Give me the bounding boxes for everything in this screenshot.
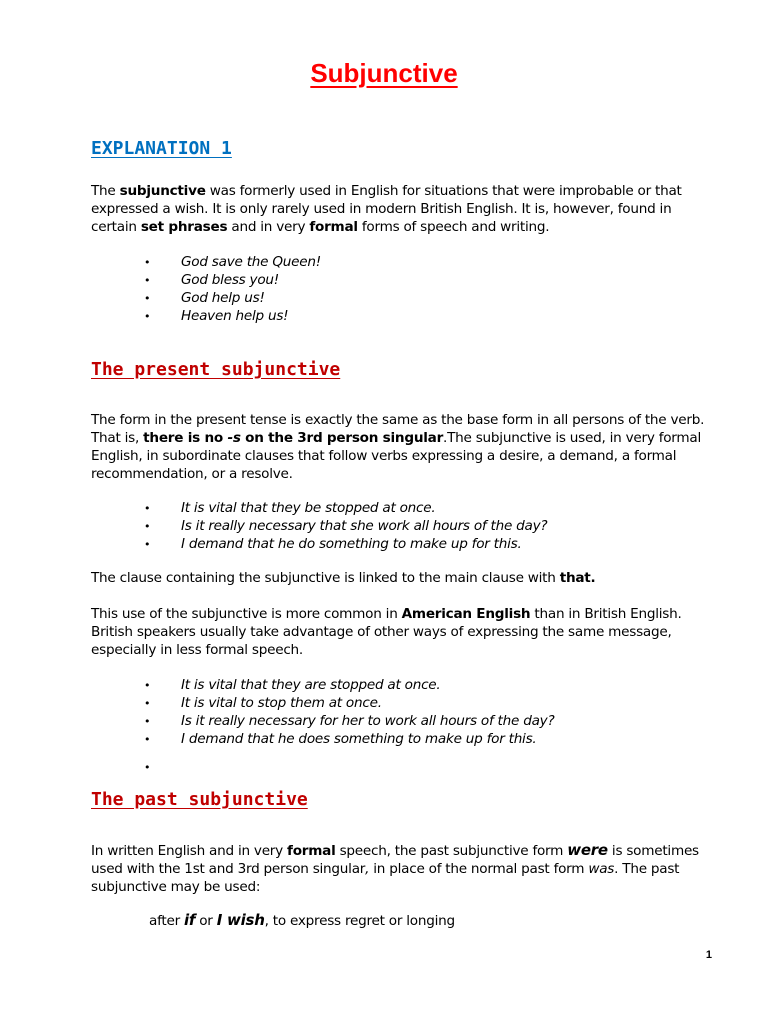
list-item: • God save the Queen! xyxy=(144,253,321,271)
list-item: • Heaven help us! xyxy=(144,307,321,325)
past-paragraph: In written English and in very formal speech, the past subjunctive form were is sometimes used with the 1st and 3rd person singular, in place of the normal past form was. The past subjunctive may be used: xyxy=(91,841,699,895)
list-item: • It is vital that they be stopped at once. xyxy=(144,499,547,517)
list-item: • It is vital that they are stopped at once. xyxy=(144,676,554,694)
present-paragraph-2: The clause containing the subjunctive is linked to the main clause with that. xyxy=(91,570,596,586)
page-number: 1 xyxy=(705,949,712,961)
page-title: Subjunctive xyxy=(310,58,458,88)
present-paragraph-1: The form in the present tense is exactly the same as the base form in all persons of the verb. That is, there is no -s on the 3rd person singular.The subjunctive is used, in very formal English, in subordinate clauses that follow verbs expressing a desire, a demand, a formal recommendation, or a resolve. xyxy=(91,412,705,482)
set-phrases-list xyxy=(144,253,321,325)
present-paragraph-3: This use of the subjunctive is more common in American English than in British English. British speakers usually take advantage of other ways of expressing the same message, especially in less formal speech. xyxy=(91,606,682,658)
list-item: • Is it really necessary that she work all hours of the day? xyxy=(144,517,547,535)
explanation-heading: EXPLANATION 1 xyxy=(91,138,232,159)
list-item: • God help us! xyxy=(144,289,321,307)
past-usage-line: after if or I wish, to express regret or longing xyxy=(149,911,455,929)
list-item: • Is it really necessary for her to work all hours of the day? xyxy=(144,712,554,730)
alternatives-list xyxy=(144,676,554,776)
list-item: • I demand that he do something to make up for this. xyxy=(144,535,547,553)
list-item: • God bless you! xyxy=(144,271,321,289)
present-examples-list xyxy=(144,499,547,553)
past-subjunctive-heading: The past subjunctive xyxy=(91,789,308,810)
list-item: • It is vital to stop them at once. xyxy=(144,694,554,712)
present-subjunctive-heading: The present subjunctive xyxy=(91,359,341,380)
empty-list-item xyxy=(144,758,554,776)
list-item: • I demand that he does something to make up for this. xyxy=(144,730,554,748)
intro-paragraph: The subjunctive was formerly used in English for situations that were improbable or that expressed a wish. It is only rarely used in modern British English. It is, however, found in certain set phrases and in very formal forms of speech and writing. xyxy=(91,183,682,235)
